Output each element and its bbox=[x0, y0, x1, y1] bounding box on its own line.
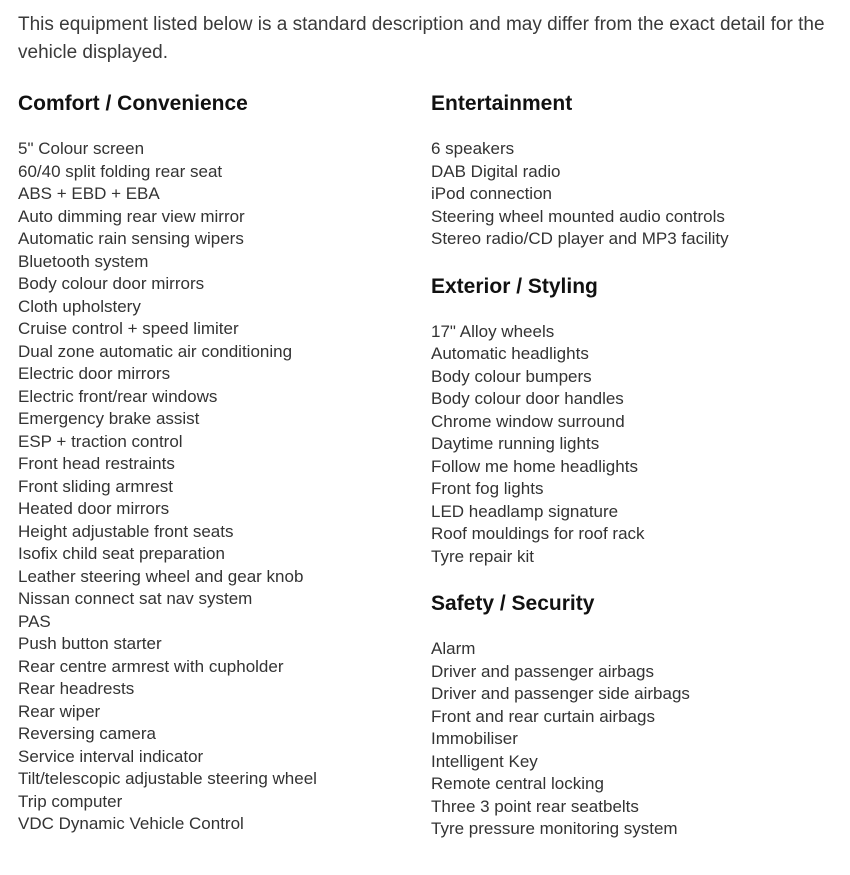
equipment-item: Electric door mirrors bbox=[18, 364, 171, 383]
equipment-item: VDC Dynamic Vehicle Control bbox=[18, 814, 244, 833]
equipment-item: Tyre repair kit bbox=[431, 546, 534, 566]
equipment-item: Cruise control + speed limiter bbox=[18, 319, 239, 338]
equipment-item: Daytime running lights bbox=[431, 434, 600, 453]
equipment-item: Roof mouldings for roof rack bbox=[431, 524, 645, 543]
equipment-item: Alarm bbox=[431, 639, 476, 658]
equipment-item: Dual zone automatic air conditioning bbox=[18, 341, 293, 361]
equipment-item: Immobiliser bbox=[431, 729, 518, 748]
section-title-comfort-convenience: Comfort / Convenience bbox=[18, 92, 248, 115]
section-title-exterior-styling: Exterior / Styling bbox=[431, 274, 598, 298]
equipment-item: Rear wiper bbox=[18, 701, 101, 721]
equipment-item: Driver and passenger airbags bbox=[431, 661, 655, 681]
equipment-item: Body colour door handles bbox=[431, 389, 624, 408]
equipment-item: Driver and passenger side airbags bbox=[431, 684, 690, 703]
equipment-item: Rear headrests bbox=[18, 679, 135, 698]
equipment-item: Tilt/telescopic adjustable steering wheel bbox=[18, 769, 317, 788]
equipment-item: Push button starter bbox=[18, 634, 162, 653]
equipment-item: Automatic headlights bbox=[431, 344, 589, 363]
equipment-item: Trip computer bbox=[18, 791, 123, 811]
right-column bbox=[431, 88, 831, 841]
equipment-item: Front sliding armrest bbox=[18, 476, 173, 496]
section-exterior-styling bbox=[431, 271, 831, 569]
equipment-item: Service interval indicator bbox=[18, 746, 204, 766]
equipment-item: 5" Colour screen bbox=[18, 139, 145, 158]
equipment-item: Three 3 point rear seatbelts bbox=[431, 796, 639, 816]
equipment-item: Reversing camera bbox=[18, 724, 156, 743]
equipment-item: 60/40 split folding rear seat bbox=[18, 161, 223, 181]
equipment-item: Height adjustable front seats bbox=[18, 521, 234, 541]
equipment-item: Body colour door mirrors bbox=[18, 274, 205, 293]
equipment-item: Intelligent Key bbox=[431, 751, 538, 771]
equipment-item: Cloth upholstery bbox=[18, 296, 141, 316]
equipment-item: PAS bbox=[18, 611, 51, 631]
equipment-item: DAB Digital radio bbox=[431, 161, 561, 181]
section-comfort-convenience bbox=[18, 88, 418, 836]
equipment-item: Front and rear curtain airbags bbox=[431, 706, 655, 726]
equipment-item: Isofix child seat preparation bbox=[18, 544, 225, 563]
equipment-item: ESP + traction control bbox=[18, 431, 183, 451]
equipment-item: 6 speakers bbox=[431, 139, 515, 158]
comfort-convenience-list bbox=[18, 138, 418, 836]
equipment-item: Heated door mirrors bbox=[18, 499, 170, 518]
safety-security-list bbox=[431, 638, 831, 841]
equipment-item: Tyre pressure monitoring system bbox=[431, 819, 678, 838]
equipment-item: Nissan connect sat nav system bbox=[18, 589, 253, 608]
equipment-item: Front head restraints bbox=[18, 454, 175, 473]
equipment-item: Rear centre armrest with cupholder bbox=[18, 656, 284, 676]
equipment-item: Electric front/rear windows bbox=[18, 386, 218, 406]
equipment-item: LED headlamp signature bbox=[431, 501, 619, 521]
equipment-item: Emergency brake assist bbox=[18, 409, 200, 428]
entertainment-list bbox=[431, 138, 831, 251]
equipment-item: Leather steering wheel and gear knob bbox=[18, 566, 304, 586]
section-title-safety-security: Safety / Security bbox=[431, 592, 595, 615]
equipment-item: 17" Alloy wheels bbox=[431, 321, 555, 341]
exterior-styling-list bbox=[431, 321, 831, 569]
equipment-item: Chrome window surround bbox=[431, 411, 625, 431]
equipment-item: Follow me home headlights bbox=[431, 456, 638, 476]
equipment-item: Automatic rain sensing wipers bbox=[18, 229, 244, 248]
section-entertainment bbox=[431, 88, 831, 251]
equipment-item: Front fog lights bbox=[431, 479, 544, 498]
section-safety-security bbox=[431, 588, 831, 841]
equipment-item: Remote central locking bbox=[431, 774, 604, 793]
left-column bbox=[18, 88, 418, 836]
equipment-item: Auto dimming rear view mirror bbox=[18, 206, 245, 226]
equipment-item: Body colour bumpers bbox=[431, 366, 592, 386]
equipment-item: iPod connection bbox=[431, 184, 552, 203]
equipment-item: Steering wheel mounted audio controls bbox=[431, 206, 725, 226]
equipment-item: Stereo radio/CD player and MP3 facility bbox=[431, 229, 729, 248]
equipment-disclaimer: This equipment listed below is a standard description and may differ from the exact detail for the vehicle displayed. bbox=[18, 14, 825, 63]
equipment-item: Bluetooth system bbox=[18, 251, 149, 271]
equipment-item: ABS + EBD + EBA bbox=[18, 184, 160, 203]
section-title-entertainment: Entertainment bbox=[431, 92, 573, 115]
